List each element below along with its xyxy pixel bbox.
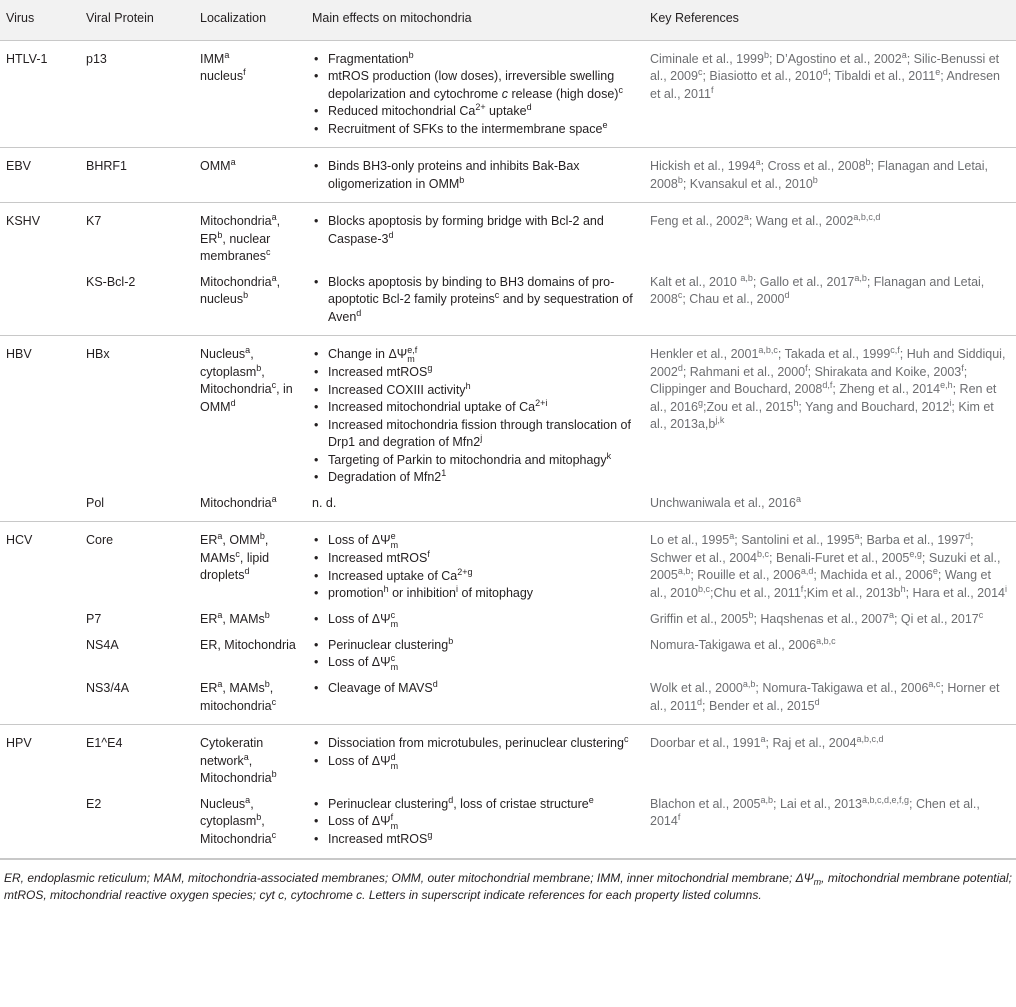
virus-group-hpv: [0, 725, 1016, 859]
cell-viral-protein: NS3/4A: [86, 681, 130, 695]
cell-main-effects: n. d.: [312, 495, 337, 510]
cell-localization: Nucleus$^a$, cytoplasm$^b$, Mitochondria$^c$, in OMM$^d$: [200, 345, 293, 414]
effects-list: [312, 611, 638, 629]
table-row: [0, 40, 1016, 148]
effects-list: [312, 637, 638, 673]
cell-main-effects: [306, 40, 644, 148]
effect-item: • Increased mtROS$^f$: [312, 550, 638, 568]
cell-key-references: Griffin et al., 2005$^b$; Haqshenas et al., 2007$^a$; Qi et al., 2017$^c$: [650, 609, 984, 626]
header-row: [0, 0, 1016, 40]
cell-virus: HPV: [6, 736, 32, 750]
effect-item: • Perinuclear clustering$^b$: [312, 637, 638, 655]
cell-viral-protein: Pol: [86, 495, 105, 510]
effects-list: [312, 796, 638, 849]
effect-item: • Increased mitochondrial uptake of $Ca^{2+i}$: [312, 399, 638, 417]
cell-key-references: Wolk et al., 2000$^{a,b}$; Nomura-Takigawa et al., 2006$^{a,c}$; Horner et al., 2011$^d$; Bender et al., 2015$^d$: [650, 679, 1000, 713]
effects-list: [312, 346, 638, 487]
effect-item: • Loss of ΔΨ e m: [312, 532, 638, 550]
cell-localization: ER, Mitochondria: [200, 637, 296, 652]
table-row: [0, 203, 1016, 266]
cell-localization: $ER^a$, OMM$^b$, MAMs$^c$, lipid droplets$^d$: [200, 531, 270, 582]
cell-key-references: Doorbar et al., 1991$^a$; Raj et al., 2004$^{a,b,c,d}$: [650, 734, 884, 750]
footnote-text: ER, endoplasmic reticulum; MAM, mitochondria-associated membranes; OMM, outer mitochondrial membrane; IMM, inner mitochondrial membrane; $\Delta\Psi_m$, mitochondrial membrane potential; mtROS, mitochondrial reactive oxygen species; cyt c, cytochrome c. Letters in superscript indicate references for each property listed columns.: [4, 870, 1012, 902]
effect-item: • Loss of ΔΨ c m: [312, 654, 638, 672]
header-virus: Virus: [0, 0, 80, 40]
cell-key-references: Feng et al., 2002$^a$; Wang et al., 2002$^{a,b,c,d}$: [650, 212, 881, 228]
cell-key-references: Henkler et al., 2001$^{a,b,c}$; Takada et al., 1999$^{c,f}$; Huh and Siddiqui, 2002$^d$; Rahmani et al., 2000$^f$; Shirakata and Koike, 2003$^f$; Clippinger and Bouchard, 2008$^{d,f}$; Zheng et al., 2014$^{e,h}$; Ren et al., 2016$^g$;Zou et al., 2015$^h$; Yang and Bouchard, 2012$^i$; Kim et al., $2013a,b^{j,k}$: [650, 345, 1006, 431]
cell-viral-protein: NS4A: [86, 637, 119, 652]
virus-group-ebv: [0, 148, 1016, 203]
effect-item: • Increased mtROS$^g$: [312, 364, 638, 382]
virus-group-hcv: [0, 522, 1016, 725]
effects-list: [312, 680, 638, 698]
cell-viral-protein: E1^E4: [86, 736, 123, 750]
effects-list: [312, 213, 638, 248]
cell-localization: Mitochondria$^a$: [200, 493, 277, 510]
table-row: [0, 725, 1016, 788]
effect-item: • Degradation of $Mfn2^1$: [312, 469, 638, 487]
header-viral-protein: Viral Protein: [80, 0, 194, 40]
cell-main-effects: [306, 203, 644, 266]
table-row: [0, 672, 1016, 725]
effect-item: • Loss of ΔΨ f m: [312, 813, 638, 831]
header-key-references: Key References: [644, 0, 1016, 40]
effect-item: • Binds BH3-only proteins and inhibits Bak-Bax oligomerization in OMM$^b$: [312, 158, 638, 193]
cell-main-effects: [306, 629, 644, 673]
effect-item: • Loss of ΔΨ c m: [312, 611, 638, 629]
effect-item: • Fragmentation$^b$: [312, 51, 638, 69]
table-footnote: [0, 859, 1016, 904]
cell-viral-protein: Core: [86, 533, 114, 547]
cell-localization: Nucleus$^a$, cytoplasm$^b$, Mitochondria$^c$: [200, 794, 277, 846]
effects-list: [312, 735, 638, 771]
table-row: [0, 603, 1016, 629]
effect-item: • Dissociation from microtubules, perinuclear clustering$^c$: [312, 735, 638, 753]
cell-main-effects: [306, 148, 644, 203]
effect-item: • Increased uptake of $Ca^{2+g}$: [312, 568, 638, 586]
cell-key-references: Unchwaniwala et al., 2016$^a$: [650, 493, 801, 510]
effect-item: • Targeting of Parkin to mitochondria and mitophagy$^k$: [312, 452, 638, 470]
table-row: [0, 266, 1016, 336]
cell-virus: [0, 672, 80, 725]
table-row: [0, 788, 1016, 859]
cell-virus: HTLV-1: [6, 51, 48, 66]
cell-main-effects: [306, 522, 644, 603]
cell-virus: [0, 266, 80, 336]
cell-localization: IMM$^a$ nucleus$^f$: [200, 49, 246, 83]
effect-item: • Blocks apoptosis by forming bridge with Bcl-2 and Caspase-3$^d$: [312, 213, 638, 248]
virus-group-kshv: [0, 203, 1016, 336]
table-row: [0, 629, 1016, 673]
cell-viral-protein: BHRF1: [86, 159, 127, 173]
cell-virus: HBV: [6, 347, 32, 361]
cell-virus: [0, 629, 80, 673]
cell-main-effects: [306, 725, 644, 788]
cell-key-references: Ciminale et al., 1999$^b$; D’Agostino et al., 2002$^a$; Silic-Benussi et al., 2009$^c$; Biasiotto et al., 2010$^d$; Tibaldi et al., 2011e; Andresen et al., 2011$^f$: [650, 49, 1000, 101]
cell-virus: [0, 788, 80, 859]
cell-key-references: Kalt et al., 2010 $^{a,b}$; Gallo et al., 2017$^{a,b}$; Flanagan and Letai, 2008$^c$; Chau et al., 2000$^d$: [650, 272, 985, 306]
effect-item: • Increased COXIII activity$^h$: [312, 382, 638, 400]
cell-key-references: Nomura-Takigawa et al., 2006$^{a,b,c}$: [650, 635, 836, 652]
cell-viral-protein: KS-Bcl-2: [86, 274, 136, 289]
cell-virus: [0, 487, 80, 522]
effect-item: • Increased mitochondria fission through translocation of Drp1 and degration of Mfn2$^j$: [312, 417, 638, 452]
table-row: [0, 336, 1016, 487]
cell-key-references: Blachon et al., 2005$^{a,b}$; Lai et al., 2013$^{a,b,c,d,e,f,g}$; Chen et al., 2014$^f$: [650, 794, 980, 828]
effect-item: • Change in ΔΨ e,f m: [312, 346, 638, 364]
effects-list: [312, 158, 638, 193]
cell-virus: EBV: [6, 159, 32, 173]
cell-viral-protein: P7: [86, 611, 102, 626]
cell-localization: OMM$^a$: [200, 157, 236, 173]
cell-main-effects: [306, 336, 644, 487]
table-row: [0, 522, 1016, 603]
effect-item: • Perinuclear clustering$^d$, loss of cristae structure$^e$: [312, 796, 638, 814]
effect-item: • promotion$^h$ or inhibition$^i$ of mitophagy: [312, 585, 638, 603]
cell-localization: Mitochondria$^a$, $ER^b$, nuclear membranes$^c$: [200, 212, 281, 263]
cell-viral-protein: K7: [86, 214, 102, 228]
cell-key-references: Lo et al., 1995$^a$; Santolini et al., 1995$^a$; Barba et al., 1997$^d$; Schwer et al., 2004$^{b,c}$; Benali-Furet et al., 2005$^{e,g}$; Suzuki et al., 2005$^{a,b}$; Rouille et al., 2006$^{a,d}$; Machida et al., 2006e; Wang et al., 2010$^{b,c}$;Chu et al., 2011$^f$;Kim et al., $2013b^h$; Hara et al., 2014$^i$: [650, 531, 1007, 600]
virus-group-htlv-1: [0, 40, 1016, 148]
cell-viral-protein: HBx: [86, 347, 110, 361]
table-row: [0, 148, 1016, 203]
effect-item: • Cleavage of MAVS$^d$: [312, 680, 638, 698]
cell-viral-protein: p13: [86, 51, 107, 66]
cell-main-effects: [306, 266, 644, 336]
effects-list: [312, 51, 638, 139]
header-localization: Localization: [194, 0, 306, 40]
cell-localization: $ER^a$, MAMs$^b$, mitochondria$^c$: [200, 679, 277, 713]
effect-item: • Blocks apoptosis by binding to BH3 domains of pro-apoptotic Bcl-2 family proteins$^c$ and by sequestration of Aven$^d$: [312, 274, 638, 327]
cell-virus: KSHV: [6, 214, 41, 228]
cell-virus: [0, 603, 80, 629]
header-main-effects: Main effects on mitochondria: [306, 0, 644, 40]
effect-item: • Recruitment of SFKs to the intermembrane space$^e$: [312, 121, 638, 139]
effects-list: [312, 274, 638, 327]
effect-item: • Increased mtROS$^g$: [312, 831, 638, 849]
cell-main-effects: [306, 603, 644, 629]
cell-localization: Mitochondria$^a$, nucleus$^b$: [200, 272, 281, 306]
table-row: [0, 487, 1016, 522]
effect-item: • Reduced mitochondrial $Ca^{2+}$ uptake$^d$: [312, 103, 638, 121]
cell-viral-protein: E2: [86, 796, 102, 811]
effect-item: • Loss of ΔΨ d m: [312, 753, 638, 771]
cell-localization: Cytokeratin network$^a$, Mitochondria$^b$: [200, 736, 277, 785]
cell-virus: HCV: [6, 533, 33, 547]
cell-main-effects: [306, 672, 644, 725]
cell-key-references: Hickish et al., 1994$^a$; Cross et al., 2008$^b$; Flanagan and Letai, 2008$^b$; Kvansakul et al., 2010$^b$: [650, 157, 989, 191]
cell-localization: $ER^a$, MAMs$^b$: [200, 609, 270, 626]
effect-item: • mtROS production (low doses), irreversible swelling depolarization and cytochrome c release (high dose)$^c$: [312, 68, 638, 103]
virus-group-hbv: [0, 336, 1016, 522]
cell-main-effects: [306, 788, 644, 859]
effects-list: [312, 532, 638, 603]
